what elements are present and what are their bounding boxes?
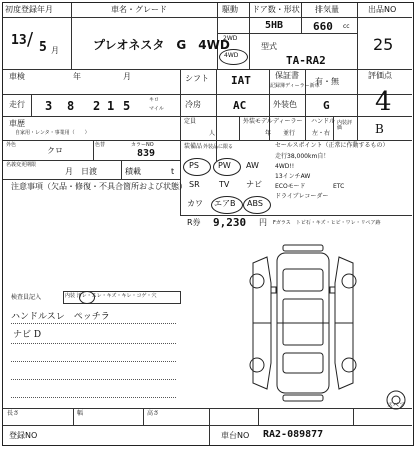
caution-label: 注意事項（欠品・修復・不具合箇所および状態） [11, 182, 187, 191]
rating-label: 評価点 [368, 71, 392, 80]
auction-sheet [2, 2, 414, 446]
sales-point-6: ドライブレコーダー [275, 193, 329, 200]
mileage-digit-3: 2 [93, 99, 101, 113]
equip-pw: PW [218, 161, 231, 170]
displacement-value: 660 [313, 20, 333, 33]
warranty-sub: 記録簿ディーラー新車 [270, 83, 320, 89]
doors-label: ドア数・形状 [252, 5, 300, 14]
handle-value: 左・右 [312, 130, 331, 137]
color-no-value: 839 [137, 148, 156, 159]
ac-label: 冷房 [185, 100, 201, 109]
capacity-label: 定員 [184, 118, 197, 125]
mileage-digit-4: 1 [107, 99, 115, 113]
exterior-model-label: 外装モデル [243, 118, 273, 125]
equip-navi: ナビ [246, 180, 262, 189]
equip-leather: カワ [187, 199, 203, 208]
chassis-value: RA2-089877 [263, 429, 324, 440]
equip-ps: PS [189, 161, 199, 170]
equip-label: 装備品 [184, 143, 203, 150]
displacement-label: 排気量 [315, 5, 339, 14]
first-reg-year: 13 [11, 33, 27, 48]
inspection-year: 年 [73, 72, 81, 81]
sales-points-label: セールスポイント（正常に作動するもの） [275, 142, 389, 149]
sales-point-3: 13インチAW [275, 173, 311, 180]
history-options: 自家用・レンタ・事業用（ ） [15, 130, 90, 136]
color-value: クロ [47, 146, 63, 155]
handwritten-note-2: ナビ D [13, 330, 42, 340]
interior-label: 内装評価 [337, 120, 353, 131]
history-label: 車歴 [9, 119, 25, 128]
warranty-value: 有・無 [315, 77, 339, 86]
sales-point-1: 走行38,000km自！ [275, 153, 330, 160]
color-no-label: カラーNO [131, 142, 154, 148]
r-ticket-unit: 円 [259, 218, 267, 227]
equip-airbag: エアB [214, 199, 236, 208]
inspector-label: 検査員記入 [11, 294, 42, 301]
dealer-value: 並行 [283, 130, 296, 137]
car-name-label: 車名・グレード [111, 5, 167, 14]
height-label: 高さ [147, 410, 160, 417]
first-reg-month: 5 [39, 40, 47, 55]
spare-label: スペア [387, 402, 406, 409]
r-ticket-label: R券 [187, 218, 201, 227]
shift-value: IAT [231, 74, 251, 87]
mile-unit: マイル [149, 106, 164, 112]
car-name-value: プレオネスタ G 4WD [93, 38, 230, 52]
inspection-month: 月 [123, 72, 131, 81]
ac-value: AC [233, 99, 247, 112]
dirt-circle [79, 291, 95, 304]
load-label: 積載 [125, 167, 141, 176]
exterior-color-value: G [323, 99, 330, 112]
mileage-digit-5: 5 [123, 99, 131, 113]
rating-value: 4 [375, 87, 392, 117]
color-label: 外色 [6, 142, 17, 148]
inspector-tags: 内装 汚レ・スレ・キズ・キレ・コゲ・穴 [65, 293, 157, 299]
km-unit: キロ [149, 97, 160, 103]
interior-value: B [375, 122, 384, 136]
doors-value: 5HB [265, 20, 284, 31]
drive-label: 駆動 [222, 5, 238, 14]
equip-sr: SR [189, 180, 200, 189]
r-ticket-value: 9,230 [213, 216, 247, 229]
equip-abs: ABS [247, 199, 263, 208]
reg-no-label: 登録NO [9, 431, 38, 440]
width-label: 幅 [77, 410, 84, 417]
sales-point-2: 4WD!! [275, 163, 295, 170]
drive-4wd: 4WD [224, 52, 239, 59]
mileage-label: 走行 [9, 100, 25, 109]
cc-unit: cc [343, 23, 350, 30]
sales-point-5: ETC [333, 183, 345, 190]
handle-label: ハンドル [311, 118, 336, 125]
mileage-digit-1: 3 [45, 99, 53, 113]
handwritten-note-1: ハンドルスレ ペッチラ [11, 312, 110, 322]
inspection-label: 車検 [9, 72, 25, 81]
lot-label: 出品NO [368, 5, 397, 14]
equip-aw: AW [246, 161, 259, 170]
length-label: 長さ [7, 410, 20, 417]
exterior-color-label: 外装色 [273, 100, 297, 109]
model-value: TA-RA2 [286, 54, 326, 67]
date-label: 月 日渡 [65, 167, 97, 176]
drive-2wd: 2WD [223, 35, 238, 42]
warranty-label: 保証書 [275, 71, 299, 80]
sales-point-4: ECOモード [275, 183, 306, 190]
month-suffix: 月 [51, 46, 59, 55]
color-change-label: 色替 [95, 142, 106, 148]
name-change-label: 名義変更期限 [6, 162, 37, 168]
first-reg-label: 初度登録年月 [5, 5, 53, 14]
car-body-diagram [233, 243, 373, 403]
date-slash: / [27, 29, 34, 50]
mileage-digit-2: 8 [67, 99, 75, 113]
lot-value: 25 [373, 35, 394, 54]
load-unit: t [171, 167, 175, 176]
exterior-model-unit: 年 [265, 130, 272, 137]
glass-label: Fガラス トビ石・キズ・ヒビ・ワレ・リペア跡 [273, 220, 381, 226]
dealer-label: ディーラー [273, 118, 303, 125]
model-label: 型式 [261, 42, 277, 51]
chassis-label: 車台NO [221, 431, 250, 440]
equip-sub: 外装品に限る [203, 144, 234, 150]
capacity-unit: 人 [209, 130, 216, 137]
equip-tv: TV [219, 180, 230, 189]
shift-label: シフト [185, 74, 209, 83]
